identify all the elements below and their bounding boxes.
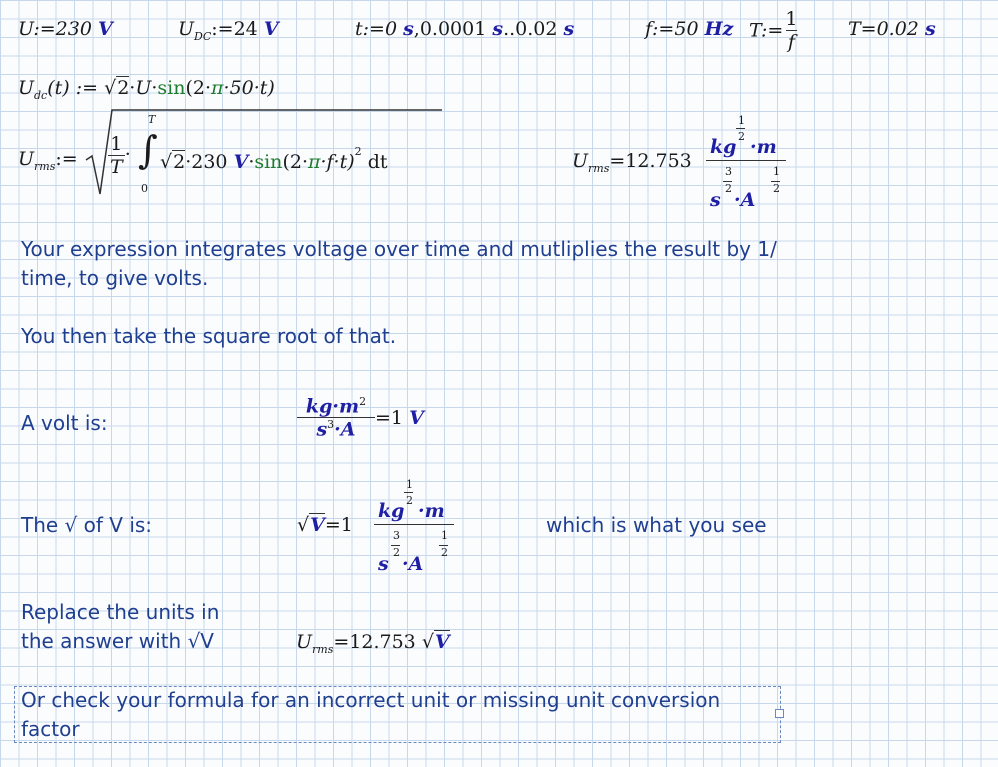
t-unit-3: s [563,18,575,40]
urms-lhs[interactable] [18,148,78,173]
one-over-T [108,133,125,178]
u-def-text: U:=230 [18,18,92,40]
sqrt-icon: √ [421,631,434,653]
m-unit: ·m [750,136,777,158]
t-range-definition[interactable] [355,18,574,40]
integrand [160,144,388,173]
arg-rest: ·f·t) [320,151,355,173]
unit-denominator [706,161,786,213]
T-result-unit: s [924,18,936,40]
udc-value: :=24 [211,18,258,40]
A-exp-num: 1 [441,529,448,542]
T-result[interactable] [848,18,936,40]
pi-symbol: π [211,77,224,99]
unit-numerator [374,478,454,524]
amplitude-unit: V [233,151,249,173]
udc-fn-sub: dc [34,88,48,102]
resize-handle-icon[interactable] [775,709,784,718]
kg-exp-den: 2 [406,494,413,507]
urms-sub: rms [34,159,56,173]
udc-fn-arg: (t) := [47,77,99,99]
t-end: ..0.02 [503,18,558,40]
volt-definition[interactable] [297,395,424,441]
note-line-1: Or check your formula for an incorrect unit or missing unit conversion [21,688,721,712]
u-definition[interactable] [18,18,113,40]
dot: · [151,77,158,99]
s-unit: s [710,189,721,211]
s-exp-num: 3 [725,165,732,178]
A-exp-den: 2 [441,546,448,559]
dot: · [248,151,255,173]
t-unit-1: s [403,18,414,40]
m-unit: ·m [418,500,445,522]
udc-definition[interactable] [178,18,279,43]
s-unit: s [378,553,389,575]
s-exp-den: 2 [393,546,400,559]
paren-open: (2· [185,77,212,99]
f-definition[interactable] [645,18,733,40]
sin-function: sin [254,151,283,173]
kg-unit: kg [710,136,737,158]
integral-lower: 0 [141,182,148,195]
sqrt-arg: 2 [173,151,186,173]
urms-var: U [18,148,35,170]
see-label[interactable]: which is what you see [546,513,767,537]
paren-open: (2· [282,151,308,173]
urms-res-value: =12.753 [609,150,692,172]
note-line-2: factor [21,717,80,741]
exponent: 2 [354,144,362,158]
amplitude-value: ·230 [185,151,228,173]
sqrt-icon: √ [160,151,173,173]
kg-unit: kg [305,395,333,418]
integral-upper: T [148,113,156,126]
sqrt-icon: √ [297,514,310,536]
urms-res-sub: rms [588,161,610,175]
u-var: U [135,77,152,99]
udc-sub: DC [194,29,212,43]
unit-denominator [374,525,454,577]
volt-label[interactable]: A volt is: [21,411,108,435]
replace-label[interactable] [21,598,219,656]
kg-exp-bar [736,128,745,129]
frac-num: 1 [110,133,123,155]
A-unit: ·A [334,418,356,441]
f-def-text: f:=50 [645,18,699,40]
final-var: U [296,631,313,653]
v-unit: V [310,514,325,536]
A-exp-num: 1 [773,165,780,178]
kg-exp-num: 1 [738,114,745,127]
m-exponent: 2 [359,395,367,408]
unit-numerator [706,114,786,160]
final-urms[interactable] [296,630,450,656]
u-unit: V [97,18,113,40]
volt-unit: V [409,406,424,429]
volt-fraction [297,395,375,441]
sqrt-v-eq: =1 [324,514,353,536]
kg-unit: kg [378,500,405,522]
explanation-paragraph[interactable]: Your expression integrates voltage over time and mutliplies the result by 1/ time, to give volts. [21,237,777,290]
T-fraction [783,8,799,53]
urms-frac [108,133,131,178]
udc-unit: V [263,18,279,40]
s-exponent: 3 [327,418,335,432]
frac-den: T [110,156,123,178]
dt: dt [367,151,388,173]
replace-line-2: the answer with √V [21,629,214,653]
m-unit: ·m [332,395,360,418]
t-unit-2: s [492,18,504,40]
f-unit: Hz [704,18,734,40]
kg-exp-num: 1 [406,478,413,491]
T-denominator: f [787,31,795,53]
final-sub: rms [312,642,334,656]
sqrt-icon: √ [104,77,117,99]
assign: := [55,148,78,170]
T-def-text: T:= [749,19,784,42]
pi-symbol: π [307,151,321,173]
sin-function: sin [157,77,186,99]
udc-fn-var: U [18,77,35,99]
dot: · [129,77,136,99]
urms-res-var: U [572,150,589,172]
sqrt-explanation-text[interactable]: You then take the square root of that. [21,324,397,348]
A-exp-den: 2 [773,182,780,195]
sqrt-v-lhs[interactable] [297,513,353,536]
dot: · [124,143,131,166]
arg-rest: ·50·t) [223,77,275,99]
final-value: =12.753 [333,631,416,653]
A-unit: ·A [402,553,424,575]
kg-exp-bar [404,492,413,493]
kg-exp-den: 2 [738,130,745,143]
sqrt-v-unit-frac [374,478,454,577]
udc-function-definition[interactable] [18,76,275,102]
v-unit: V [434,631,450,653]
volt-eq: =1 [375,406,404,429]
t-step: ,0.0001 [413,18,487,40]
urms-res-unit-frac [706,114,786,213]
s-exp-num: 3 [393,529,400,542]
A-unit: ·A [734,189,756,211]
s-unit: s [316,418,328,441]
T-definition[interactable] [749,8,799,53]
udc-var: U [178,18,195,40]
T-result-text: T=0.02 [848,18,919,40]
urms-result[interactable] [572,150,692,175]
sqrt-arg: 2 [117,77,130,99]
replace-line-1: Replace the units in [21,600,220,624]
note-text[interactable] [21,686,720,744]
sqrt-v-label[interactable]: The √ of V is: [21,513,153,537]
s-exp-den: 2 [725,182,732,195]
t-def-text: t:=0 [355,18,398,40]
T-numerator: 1 [785,8,798,30]
integral-icon: ∫ [138,128,158,172]
